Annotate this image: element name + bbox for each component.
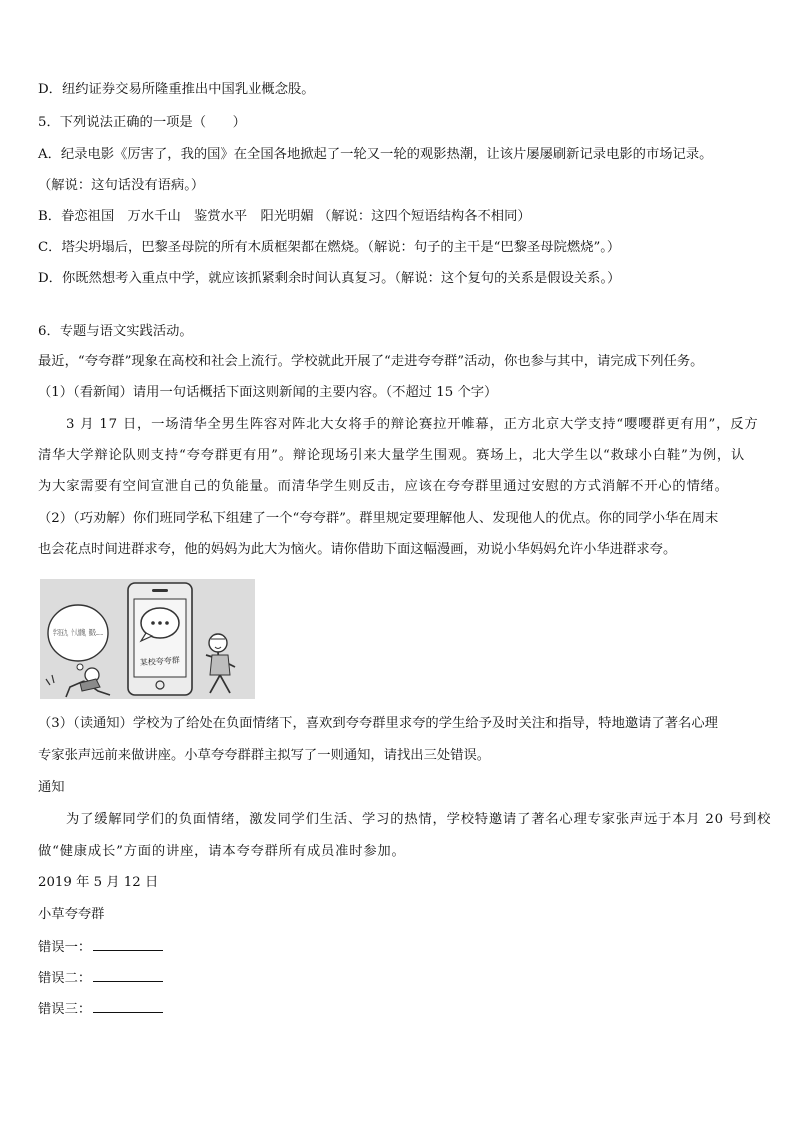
q6-title: 6．专题与语文实践活动。 bbox=[38, 324, 193, 339]
error-2-label: 错误二： bbox=[38, 971, 92, 986]
q6-task3-line-2: 专家张声远前来做讲座。小草夸夸群群主拟写了一则通知，请找出三处错误。 bbox=[38, 748, 491, 763]
q5-option-a: A．纪录电影《厉害了，我的国》在全国各地掀起了一轮又一轮的观影热潮，让该片屡屡刷新记录电影的市场记录。 bbox=[38, 147, 713, 162]
news-line-2: 清华大学辩论队则支持“夸夸群更有用”。辩论现场引来大量学生围观。赛场上，北大学生以“救球小白鞋”为例，认 bbox=[38, 448, 746, 463]
notice-body-line-1: 为了缓解同学们的负面情绪，激发同学们生活、学习的热情，学校特邀请了著名心理专家张声远于本月 20 号到校 bbox=[66, 812, 772, 827]
q5-stem: 5．下列说法正确的一项是（ ） bbox=[38, 115, 246, 130]
error-2-answer-blank[interactable] bbox=[93, 967, 163, 982]
comic-illustration bbox=[40, 575, 255, 703]
q6-task1: （1）（看新闻）请用一句话概括下面这则新闻的主要内容。（不超过 15 个字） bbox=[38, 385, 498, 400]
q5-option-c: C．塔尖坍塌后，巴黎圣母院的所有木质框架都在燃烧。（解说：句子的主干是“巴黎圣母院燃烧”。） bbox=[38, 240, 621, 255]
error-1-answer-blank[interactable] bbox=[93, 936, 163, 951]
news-line-1: 3 月 17 日，一场清华全男生阵容对阵北大女将手的辩论赛拉开帷幕，正方北京大学支持“嘤嘤群更有用”，反方 bbox=[66, 417, 759, 432]
q6-intro: 最近，“夸夸群”现象在高校和社会上流行。学校就此开展了“走进夸夸群”活动，你也参与其中，请完成下列任务。 bbox=[38, 354, 704, 369]
error-2-row bbox=[38, 967, 764, 989]
q6-task2-line-1: （2）（巧劝解）你们班同学私下组建了一个“夸夸群”。群里规定要理解他人、发现他人的优点。你的同学小华在周末 bbox=[38, 511, 719, 526]
q6-task2-line-2: 也会花点时间进群求夸，他的妈妈为此大为恼火。请你借助下面这幅漫画，劝说小华妈妈允许小华进群求夸。 bbox=[38, 542, 677, 557]
q5-option-b: B．眷恋祖国 万水千山 鉴赏水平 阳光明媚 （解说：这四个短语结构各不相同） bbox=[38, 209, 531, 224]
q6-task3-line-1: （3）（读通知）学校为了给处在负面情绪下，喜欢到夸夸群里求夸的学生给予及时关注和指导，特地邀请了著名心理 bbox=[38, 716, 718, 731]
q5-option-a-note: （解说：这句话没有语病。） bbox=[38, 178, 205, 193]
comic-bubble-text bbox=[53, 627, 103, 638]
error-3-row bbox=[38, 998, 764, 1020]
comic-phone-text: 某校夸夸群 bbox=[139, 655, 181, 668]
notice-signature: 小草夸夸群 bbox=[38, 907, 105, 922]
error-3-label: 错误三： bbox=[38, 1002, 92, 1017]
q5-option-d: D．你既然想考入重点中学，就应该抓紧剩余时间认真复习。（解说：这个复句的关系是假设关系。） bbox=[38, 271, 621, 286]
error-1-label: 错误一： bbox=[38, 940, 92, 955]
error-3-answer-blank[interactable] bbox=[93, 998, 163, 1013]
error-1-row bbox=[38, 936, 764, 958]
notice-date: 2019 年 5 月 12 日 bbox=[38, 875, 159, 890]
notice-body-line-2: 做“健康成长”方面的讲座，请本夸夸群所有成员准时参加。 bbox=[38, 844, 406, 859]
q4-option-d: D．纽约证券交易所隆重推出中国乳业概念股。 bbox=[38, 82, 315, 97]
notice-heading: 通知 bbox=[38, 780, 65, 795]
news-line-3: 为大家需要有空间宣泄自己的负能量。而清华学生则反击，应该在夸夸群里通过安慰的方式消解不开心的情绪。 bbox=[38, 479, 729, 494]
